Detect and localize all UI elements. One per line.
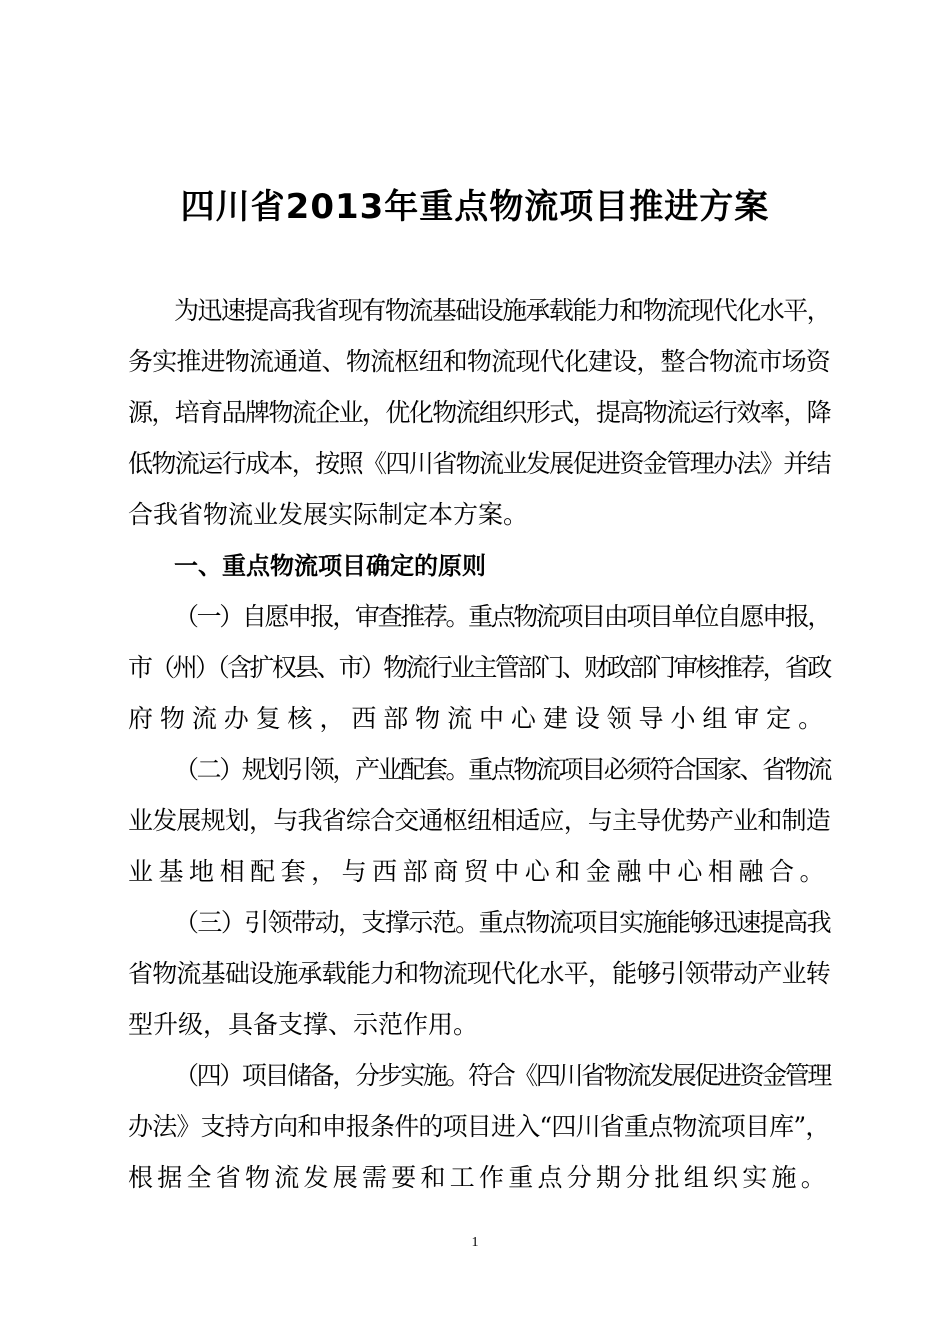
section-heading: 一、重点物流项目确定的原则 (174, 552, 486, 580)
principle-1-line-1: （一）自愿申报，审查推荐。重点物流项目由项目单位自愿申报， (174, 602, 831, 631)
page-number: 1 (471, 1235, 479, 1250)
principle-4-line-2: 办法》支持方向和申报条件的项目进入“四川省重点物流项目库”， (128, 1112, 830, 1141)
principle-2-line-1: （二）规划引领，产业配套。重点物流项目必须符合国家、省物流 (174, 755, 831, 784)
intro-line-5: 合我省物流业发展实际制定本方案。 (128, 500, 529, 529)
principle-1-line-2: 市（州）（含扩权县、市）物流行业主管部门、财政部门审核推荐，省政 (128, 653, 830, 682)
principle-4-line-1: （四）项目储备，分步实施。符合《四川省物流发展促进资金管理 (174, 1061, 831, 1090)
intro-line-2: 务实推进物流通道、物流枢纽和物流现代化建设，整合物流市场资 (128, 347, 831, 376)
principle-3-line-1: （三）引领带动，支撑示范。重点物流项目实施能够迅速提高我 (174, 908, 831, 937)
principle-4-line-3: 根据全省物流发展需要和工作重点分期分批组织实施。 (128, 1163, 831, 1192)
document-title: 四川省2013年重点物流项目推进方案 (180, 187, 770, 227)
intro-line-4: 低物流运行成本，按照《四川省物流业发展促进资金管理办法》并结 (128, 449, 831, 478)
intro-line-3: 源，培育品牌物流企业，优化物流组织形式，提高物流运行效率，降 (128, 398, 831, 427)
intro-line-1: 为迅速提高我省现有物流基础设施承载能力和物流现代化水平， (174, 296, 831, 325)
principle-3-line-2: 省物流基础设施承载能力和物流现代化水平，能够引领带动产业转 (128, 959, 831, 988)
principle-1-line-3: 府物流办复核，西部物流中心建设领导小组审定。 (128, 704, 831, 733)
principle-3-line-3: 型升级，具备支撑、示范作用。 (128, 1010, 479, 1039)
principle-2-line-3: 业基地相配套，与西部商贸中心和金融中心相融合。 (128, 857, 831, 886)
principle-2-line-2: 业发展规划，与我省综合交通枢纽相适应，与主导优势产业和制造 (128, 806, 831, 835)
